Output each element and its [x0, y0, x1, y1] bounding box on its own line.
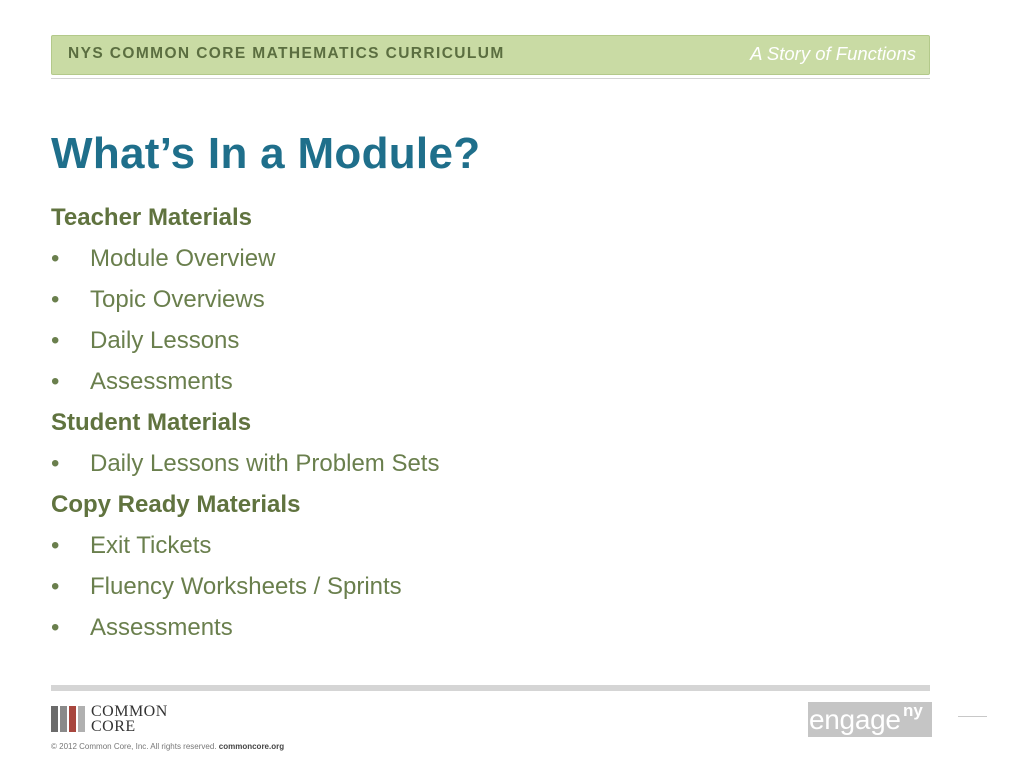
logo-line-1: COMMON	[91, 703, 168, 720]
list-item-text: Assessments	[90, 614, 233, 641]
common-core-wordmark	[91, 704, 168, 734]
bullet-icon: •	[51, 327, 60, 354]
section-heading: Copy Ready Materials	[51, 491, 301, 518]
list-item	[51, 530, 911, 571]
section-heading: Student Materials	[51, 409, 252, 436]
list-item	[51, 284, 911, 325]
story-subtitle: A Story of Functions	[750, 43, 916, 64]
list-item	[51, 612, 911, 653]
list-item-text: Daily Lessons with Problem Sets	[90, 450, 440, 477]
engage-superscript: ny	[903, 701, 923, 720]
list-item	[51, 448, 911, 489]
logo-bar	[60, 706, 67, 732]
bullet-icon: •	[51, 532, 60, 559]
bullet-icon: •	[51, 368, 60, 395]
content-list	[51, 202, 911, 653]
copyright-link[interactable]: commoncore.org	[218, 742, 285, 751]
list-item-text: Fluency Worksheets / Sprints	[90, 573, 402, 600]
engageny-logo	[808, 702, 932, 737]
logo-bar	[78, 706, 85, 732]
bullet-icon: •	[51, 614, 60, 641]
list-item-text: Assessments	[90, 368, 233, 395]
list-item	[51, 571, 911, 612]
common-core-bars-icon	[51, 706, 85, 732]
logo-bar	[51, 706, 58, 732]
list-item-text: Module Overview	[90, 245, 276, 272]
engage-wordmark: engage	[809, 704, 901, 735]
bullet-icon: •	[51, 245, 60, 272]
header-bar	[51, 35, 930, 75]
list-item	[51, 243, 911, 284]
logo-line-2: CORE	[91, 718, 136, 735]
list-item	[51, 325, 911, 366]
list-item	[51, 366, 911, 407]
list-item-text: Topic Overviews	[90, 286, 265, 313]
bullet-icon: •	[51, 573, 60, 600]
header-divider	[51, 78, 930, 79]
side-decoration-line	[958, 716, 987, 717]
page-title: What’s In a Module?	[51, 129, 481, 178]
footer-divider	[51, 685, 930, 691]
bullet-icon: •	[51, 286, 60, 313]
section-heading: Teacher Materials	[51, 204, 252, 231]
list-item-text: Exit Tickets	[90, 532, 212, 559]
bullet-icon: •	[51, 450, 60, 477]
copyright-notice	[51, 742, 284, 751]
curriculum-title: NYS COMMON CORE MATHEMATICS CURRICULUM	[68, 45, 505, 62]
copyright-text: © 2012 Common Core, Inc. All rights reserved.	[51, 742, 217, 751]
list-item-text: Daily Lessons	[90, 327, 240, 354]
logo-bar	[69, 706, 76, 732]
